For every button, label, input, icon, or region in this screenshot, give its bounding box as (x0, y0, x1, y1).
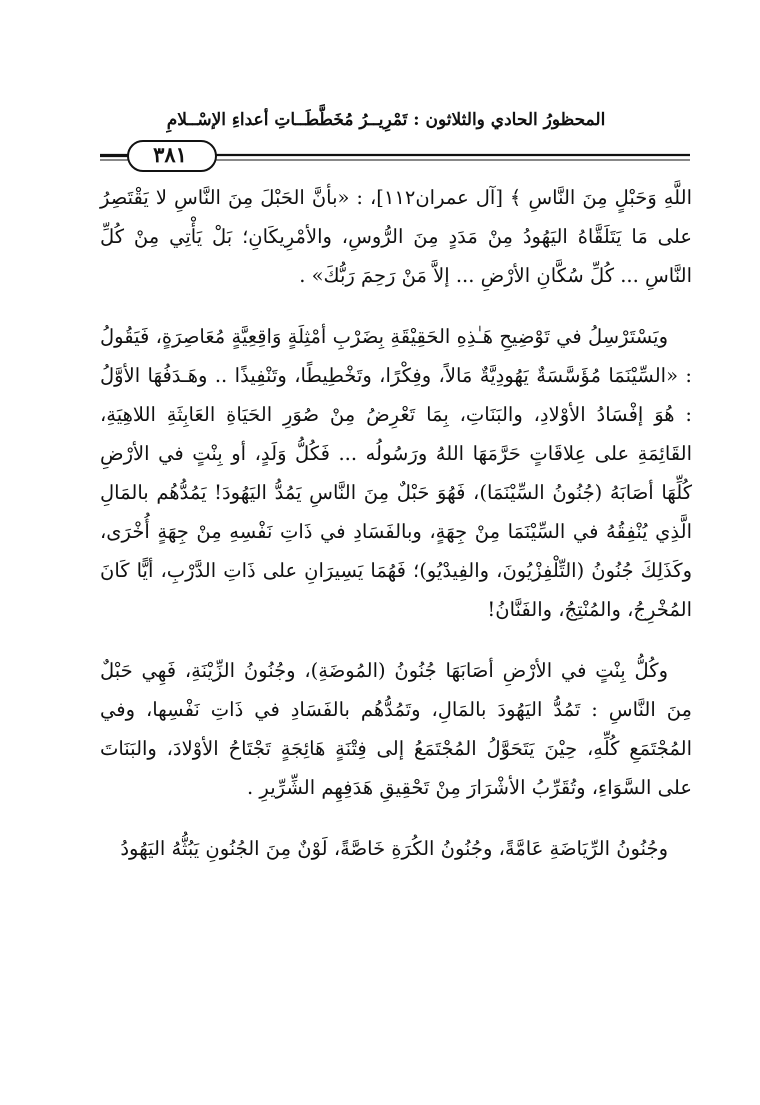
paragraph: اللَّهِ وَحَبْلٍ مِنَ النَّاسِ ﴾ [آل عمران١١٢]، : «بأنَّ الحَبْلَ مِنَ النَّاسِ لا يَقْتَصِرُ على مَا يَتَلَقَّاهُ اليَهُودُ مِنْ مَدَدٍ مِنَ الرُّوسِ، والأمْرِيكَانِ؛ بَلْ يَأْتِي مِنْ كُلِّ النَّاسِ ... كُلِّ سُكَّانِ الأرْضِ ... إلاَّ مَنْ رَحِمَ رَبُّكَ» . (100, 186, 692, 287)
body-text (100, 178, 692, 890)
header-rule (100, 136, 690, 176)
paragraph: ويَسْتَرْسِلُ في تَوْضِيحِ هَـٰذِهِ الحَقِيْقَةِ بِضَرْبِ أمْثِلَةٍ وَاقِعِيَّةٍ مُعَاصِرَةٍ، فَيَقُولُ : «السِّيْنَمَا مُؤَسَّسَةٌ يَهُودِيَّةٌ مَالاً، وفِكْرًا، وتَخْطِيطًا، وتَنْفِيذًا .. وهَـدَفُهَا الأوَّلُ : هُوَ إفْسَادُ الأوْلادِ، والبَنَاتِ، بِمَا تَعْرِضُ مِنْ صُوَرِ الحَيَاةِ العَابِثَةِ اللاهِيَةِ، القَائِمَةِ على عِلاقَاتٍ حَرَّمَهَا اللهُ ورَسُولُه ... فَكُلُّ وَلَدٍ، أو بِنْتٍ في الأرْضِ كُلِّهَا أصَابَهُ (جُنُونُ السِّيْنَمَا)، فَهُوَ حَبْلٌ مِنَ النَّاسِ يَمُدُّ اليَهُودَ! يَمُدُّهُم بالمَالِ الَّذِي يُنْفِقُهُ في السِّيْنَمَا مِنْ جِهَةٍ، وبالفَسَادِ في ذَاتِ نَفْسِهِ مِنْ جِهَةٍ أُخْرَى، وكَذَلِكَ جُنُونُ (التِّلْفِزْيُونَ، والفِيدْيُو)؛ فَهُمَا يَسِيرَانِ على ذَاتِ الدَّرْبِ، أيًّا كَانَ المُخْرِجُ، والمُنْتِجُ، والفَنَّانُ! (100, 325, 692, 621)
running-header: المحظورُ الحادي والثلاثون : تَمْرِيــرُ مُخَطَّطَــاتِ أعداءِ الإسْــلامِ (166, 110, 606, 130)
paragraph: وجُنُونُ الرِّيَاضَةِ عَامَّةً، وجُنُونُ الكُرَةِ خَاصَّةً، لَوْنٌ مِنَ الجُنُونِ يَبُثُّهُ اليَهُودُ (120, 837, 668, 860)
page-number: ٣٨١ (153, 142, 187, 167)
paragraph: وكُلُّ بِنْتٍ في الأرْضِ أصَابَهَا جُنُونُ (المُوضَةِ)، وجُنُونُ الزِّيْنَةِ، فَهِي حَبْلٌ مِنَ النَّاسِ : تَمُدُّ اليَهُودَ بالمَالِ، وتَمُدُّهُم بالفَسَادِ في ذَاتِ نَفْسِها، وفي المُجْتَمَعِ كُلِّهِ، حِيْنَ يَتَحَوَّلُ المُجْتَمَعُ إلى فِتْنَةٍ هَائِجَةٍ تَجْتَاحُ الأوْلادَ، والبَنَاتَ على السَّوَاءِ، وتُقَرِّبُ الأشْرَارَ مِنْ تَحْقِيقِ هَدَفِهِم الشِّرِّيرِ . (100, 659, 692, 799)
